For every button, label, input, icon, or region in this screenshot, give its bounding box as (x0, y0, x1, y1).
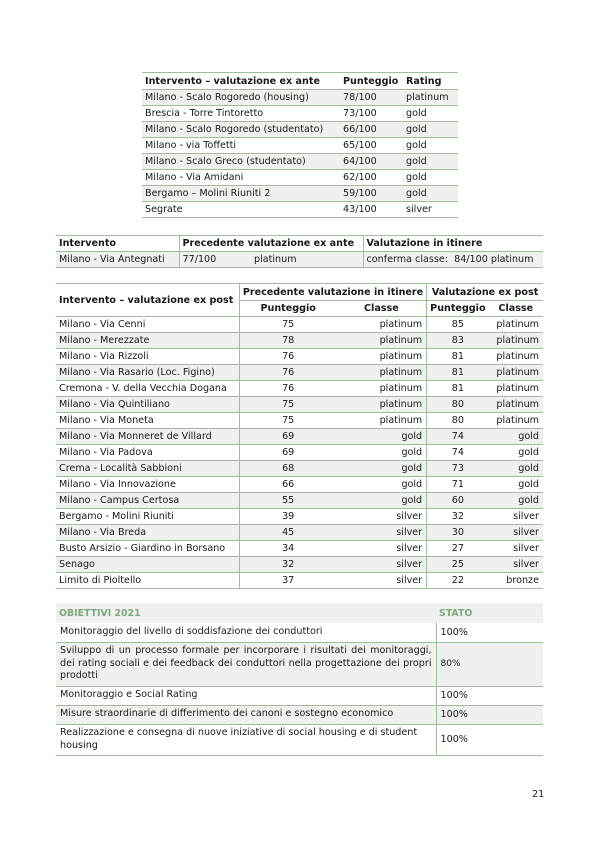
cell-obiettivo: Misure straordinarie di differimento dei canoni e sostegno economico (56, 705, 436, 724)
cell-intervento: Milano - Via Antegnati (56, 252, 179, 268)
header-precedente: Precedente valutazione ex ante (179, 236, 363, 252)
table-row (56, 623, 543, 642)
cell-intervento: Milano - Via Breda (56, 525, 239, 541)
cell-prec-classe: silver (337, 573, 427, 589)
cell-prec-punteggio: 32 (239, 557, 336, 573)
cell-post-punteggio: 30 (427, 525, 489, 541)
page-number: 21 (532, 789, 545, 800)
cell-rating: silver (403, 202, 458, 218)
cell-post-punteggio: 83 (427, 333, 489, 349)
cell-intervento: Milano - Scalo Rogoredo (housing) (142, 90, 340, 106)
cell-punteggio: 73/100 (340, 106, 403, 122)
cell-prec-classe: platinum (337, 381, 427, 397)
cell-precedente-classe: platinum (240, 252, 363, 268)
cell-obiettivo: Realizzazione e consegna di nuove iniziative di social housing e di student housing (56, 724, 436, 755)
cell-intervento: Milano - Via Rizzoli (56, 349, 239, 365)
cell-post-classe: platinum (489, 317, 543, 333)
cell-intervento: Milano - Scalo Greco (studentato) (142, 154, 340, 170)
cell-post-classe: bronze (489, 573, 543, 589)
cell-intervento: Milano - Via Innovazione (56, 477, 239, 493)
cell-prec-punteggio: 75 (239, 397, 336, 413)
cell-punteggio: 65/100 (340, 138, 403, 154)
table-row (56, 686, 543, 705)
cell-intervento: Crema - Località Sabbioni (56, 461, 239, 477)
table-row (142, 138, 458, 154)
cell-post-classe: gold (489, 477, 543, 493)
table-row (56, 461, 543, 477)
cell-obiettivo: Sviluppo di un processo formale per incorporare i risultati dei monitoraggi, dei rating sociali e dei feedback dei conduttori nella progettazione dei propri prodotti (56, 642, 436, 686)
table-row (56, 477, 543, 493)
header-intervento: Intervento (56, 236, 179, 252)
cell-post-classe: silver (489, 525, 543, 541)
table-row (56, 381, 543, 397)
table-row (56, 397, 543, 413)
table-row (56, 642, 543, 686)
cell-stato: 80% (436, 642, 543, 686)
cell-prec-classe: gold (337, 493, 427, 509)
cell-prec-classe: silver (337, 509, 427, 525)
header-intervento: Intervento – valutazione ex ante (142, 73, 340, 90)
cell-rating: platinum (403, 90, 458, 106)
table-row (142, 202, 458, 218)
table-ex-post (56, 283, 543, 589)
cell-obiettivo: Monitoraggio del livello di soddisfazione dei conduttori (56, 623, 436, 642)
cell-post-punteggio: 80 (427, 397, 489, 413)
header-valutazione: Valutazione ex post (427, 284, 543, 301)
header-precedente: Precedente valutazione in itinere (239, 284, 426, 301)
cell-post-classe: gold (489, 429, 543, 445)
cell-post-punteggio: 85 (427, 317, 489, 333)
cell-intervento: Milano - Via Monneret de Villard (56, 429, 239, 445)
cell-prec-classe: silver (337, 557, 427, 573)
cell-prec-classe: gold (337, 461, 427, 477)
cell-post-classe: platinum (489, 397, 543, 413)
cell-rating: gold (403, 138, 458, 154)
cell-post-classe: platinum (489, 349, 543, 365)
cell-intervento: Cremona - V. della Vecchia Dogana (56, 381, 239, 397)
cell-post-punteggio: 27 (427, 541, 489, 557)
cell-prec-punteggio: 68 (239, 461, 336, 477)
cell-punteggio: 64/100 (340, 154, 403, 170)
cell-rating: gold (403, 122, 458, 138)
cell-post-classe: platinum (489, 413, 543, 429)
cell-prec-punteggio: 69 (239, 445, 336, 461)
cell-rating: gold (403, 154, 458, 170)
cell-post-punteggio: 81 (427, 365, 489, 381)
cell-intervento: Milano - Scalo Rogoredo (studentato) (142, 122, 340, 138)
table-row (56, 317, 543, 333)
table-row (56, 413, 543, 429)
cell-prec-punteggio: 34 (239, 541, 336, 557)
cell-prec-punteggio: 45 (239, 525, 336, 541)
cell-post-classe: silver (489, 541, 543, 557)
cell-rating: gold (403, 186, 458, 202)
cell-post-punteggio: 71 (427, 477, 489, 493)
cell-intervento: Limito di Pioltello (56, 573, 239, 589)
cell-post-punteggio: 81 (427, 349, 489, 365)
cell-post-classe: gold (489, 493, 543, 509)
table-row (142, 170, 458, 186)
table-row (56, 349, 543, 365)
cell-intervento: Busto Arsizio - Giardino in Borsano (56, 541, 239, 557)
table-row (142, 154, 458, 170)
cell-intervento: Senago (56, 557, 239, 573)
cell-prec-classe: platinum (337, 365, 427, 381)
cell-intervento: Bergamo – Molini Riuniti 2 (142, 186, 340, 202)
cell-intervento: Segrate (142, 202, 340, 218)
cell-post-punteggio: 25 (427, 557, 489, 573)
header-punteggio: Punteggio (239, 301, 336, 317)
cell-prec-classe: gold (337, 429, 427, 445)
cell-post-classe: gold (489, 445, 543, 461)
table-row (56, 429, 543, 445)
table-row (142, 122, 458, 138)
cell-intervento: Brescia - Torre Tintoretto (142, 106, 340, 122)
cell-post-punteggio: 60 (427, 493, 489, 509)
cell-punteggio: 43/100 (340, 202, 403, 218)
cell-post-punteggio: 32 (427, 509, 489, 525)
table-row (56, 445, 543, 461)
table-row (56, 525, 543, 541)
cell-post-punteggio: 74 (427, 429, 489, 445)
cell-post-punteggio: 73 (427, 461, 489, 477)
header-classe: Classe (489, 301, 543, 317)
cell-post-classe: platinum (489, 333, 543, 349)
cell-prec-classe: silver (337, 541, 427, 557)
cell-punteggio: 66/100 (340, 122, 403, 138)
cell-post-punteggio: 22 (427, 573, 489, 589)
cell-intervento: Milano - Via Padova (56, 445, 239, 461)
cell-prec-classe: gold (337, 477, 427, 493)
cell-prec-punteggio: 75 (239, 317, 336, 333)
cell-post-classe: gold (489, 461, 543, 477)
table-row (56, 573, 543, 589)
cell-rating: gold (403, 170, 458, 186)
cell-prec-punteggio: 37 (239, 573, 336, 589)
cell-intervento: Milano - via Toffetti (142, 138, 340, 154)
header-obiettivi: OBIETTIVI 2021 (56, 603, 436, 623)
header-rating: Rating (403, 73, 458, 90)
cell-prec-classe: silver (337, 525, 427, 541)
cell-prec-punteggio: 76 (239, 381, 336, 397)
cell-prec-classe: platinum (337, 397, 427, 413)
cell-intervento: Milano - Merezzate (56, 333, 239, 349)
cell-prec-classe: platinum (337, 349, 427, 365)
table-row (56, 509, 543, 525)
cell-intervento: Milano - Via Cenni (56, 317, 239, 333)
cell-prec-classe: platinum (337, 317, 427, 333)
table-itinere (56, 235, 543, 268)
table-row (56, 705, 543, 724)
cell-prec-punteggio: 55 (239, 493, 336, 509)
cell-post-punteggio: 81 (427, 381, 489, 397)
cell-prec-classe: gold (337, 445, 427, 461)
cell-prec-punteggio: 69 (239, 429, 336, 445)
cell-post-classe: silver (489, 509, 543, 525)
table-row (56, 541, 543, 557)
header-punteggio: Punteggio (340, 73, 403, 90)
cell-intervento: Milano - Via Rasario (Loc. Figino) (56, 365, 239, 381)
table-row (142, 90, 458, 106)
cell-prec-punteggio: 76 (239, 349, 336, 365)
table-row (142, 106, 458, 122)
cell-punteggio: 59/100 (340, 186, 403, 202)
table-row (56, 493, 543, 509)
cell-punteggio: 78/100 (340, 90, 403, 106)
cell-obiettivo: Monitoraggio e Social Rating (56, 686, 436, 705)
cell-prec-punteggio: 66 (239, 477, 336, 493)
cell-intervento: Milano - Campus Certosa (56, 493, 239, 509)
cell-post-classe: platinum (489, 365, 543, 381)
table-row (56, 557, 543, 573)
header-classe: Classe (337, 301, 427, 317)
cell-prec-punteggio: 75 (239, 413, 336, 429)
cell-prec-classe: platinum (337, 333, 427, 349)
table-obiettivi (56, 603, 543, 756)
cell-post-punteggio: 74 (427, 445, 489, 461)
cell-post-classe: silver (489, 557, 543, 573)
cell-prec-punteggio: 39 (239, 509, 336, 525)
cell-rating: gold (403, 106, 458, 122)
table-row (56, 724, 543, 755)
table-row (56, 333, 543, 349)
cell-stato: 100% (436, 724, 543, 755)
table-ex-ante (142, 72, 458, 218)
cell-prec-classe: platinum (337, 413, 427, 429)
cell-prec-punteggio: 76 (239, 365, 336, 381)
header-intervento: Intervento – valutazione ex post (56, 284, 239, 317)
cell-punteggio: 62/100 (340, 170, 403, 186)
cell-intervento: Milano - Via Quintiliano (56, 397, 239, 413)
cell-intervento: Milano - Via Amidani (142, 170, 340, 186)
cell-prec-punteggio: 78 (239, 333, 336, 349)
cell-stato: 100% (436, 623, 543, 642)
cell-valutazione: conferma classe: 84/100 platinum (363, 252, 543, 268)
table-row (56, 252, 543, 268)
cell-stato: 100% (436, 686, 543, 705)
cell-intervento: Milano - Via Moneta (56, 413, 239, 429)
cell-post-punteggio: 80 (427, 413, 489, 429)
header-punteggio: Punteggio (427, 301, 489, 317)
cell-stato: 100% (436, 705, 543, 724)
cell-precedente-punteggio: 77/100 (179, 252, 240, 268)
table-row (142, 186, 458, 202)
cell-intervento: Bergamo - Molini Riuniti (56, 509, 239, 525)
cell-post-classe: platinum (489, 381, 543, 397)
header-stato: STATO (436, 603, 543, 623)
table-row (56, 365, 543, 381)
header-valutazione: Valutazione in itinere (363, 236, 543, 252)
